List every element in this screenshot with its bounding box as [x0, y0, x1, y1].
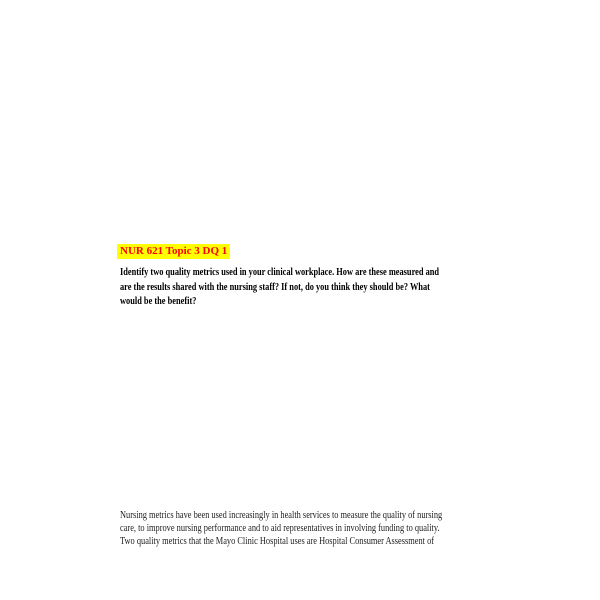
body-line-2: care, to improve nursing performance and to aid representatives in involving funding to quality. — [120, 522, 440, 535]
body-line-1: Nursing metrics have been used increasingly in health services to measure the quality of nursing — [120, 509, 443, 521]
body-line-3: Two quality metrics that the Mayo Clinic Hospital uses are Hospital Consumer Assessment of — [120, 535, 435, 548]
question-line-3: would be the benefit? — [120, 295, 197, 308]
document-heading-highlighted: NUR 621 Topic 3 DQ 1 — [117, 244, 230, 259]
question-paragraph — [120, 265, 439, 309]
question-line-1: Identify two quality metrics used in your clinical workplace. How are these measured and — [120, 266, 440, 278]
question-line-2: are the results shared with the nursing staff? If not, do you think they should be? What — [120, 280, 430, 293]
body-paragraph — [120, 509, 442, 549]
